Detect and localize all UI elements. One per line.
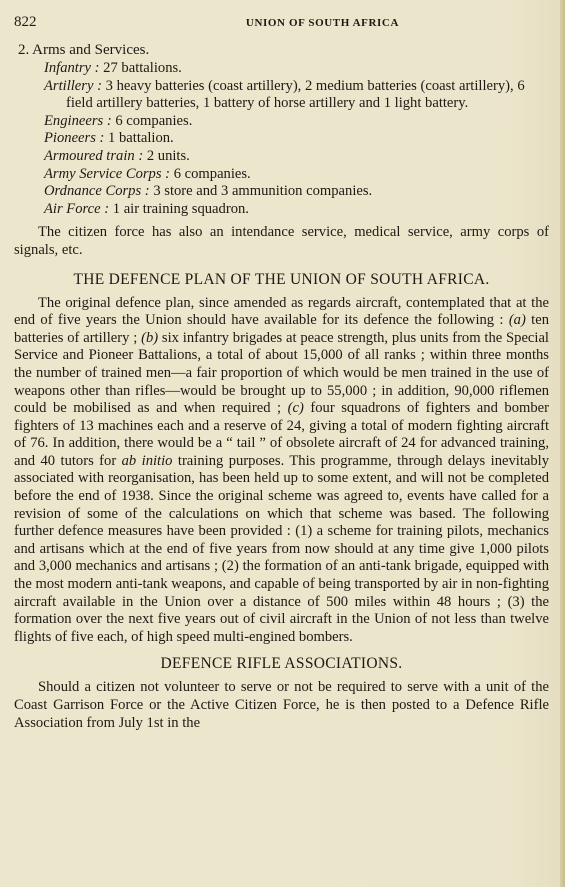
rifle-associations-heading: DEFENCE RIFLE ASSOCIATIONS. xyxy=(160,655,403,673)
marker-b: (b) xyxy=(141,329,159,346)
item-text: 27 battalions. xyxy=(99,60,182,76)
item-text: 3 store and 3 ammunition companies. xyxy=(149,183,373,200)
ab-initio-term: ab initio xyxy=(121,452,173,469)
item-label: Air Force : xyxy=(44,200,110,217)
list-item xyxy=(44,201,549,219)
item-text: 1 air training squadron. xyxy=(109,200,249,217)
list-item xyxy=(44,113,549,131)
marker-c: (c) xyxy=(287,400,304,417)
list-item xyxy=(44,130,549,148)
list-item xyxy=(44,78,549,113)
text-run: four squadrons of fighters and bomber fighters of 13 machines each and a reserve of 24, giving a total of modern fighting aircraft of 76. In addition, there would be a “ tail ” of obsolete aircraft of 24 for advanced training, and 40 tutors for xyxy=(14,400,549,469)
item-label: Armoured train : xyxy=(44,147,144,164)
list-item xyxy=(44,183,549,201)
text-run: six infantry brigades at peace strength, plus units from the Special Service and Pioneer Battalions, a total of about 15,000 of all ranks ; within three months the number of trained men—a fair proportion of which would be men trained in the use of weapons other than rifles—would be brought up to 55,000 ; in addition, 90,000 riflemen could be mobilised as and when required ; xyxy=(14,329,549,417)
item-text: 6 companies. xyxy=(170,165,251,182)
page-number: 822 xyxy=(14,14,37,30)
item-label: Infantry : xyxy=(44,60,100,76)
defence-plan-paragraph xyxy=(14,295,549,647)
page-edge xyxy=(560,0,565,887)
rifle-associations-paragraph: Should a citizen not volunteer to serve or not be required to serve with a unit of the Coast Garrison Force or the Active Citizen Force, he is then posted to a Defence Rifle Association from July 1st in the xyxy=(14,679,549,731)
text-run: The original defence plan, since amended as regards aircraft, contemplated that at the end of five years the Union should have available for its defence the following : xyxy=(14,294,549,329)
text-run: training purposes. This programme, through delays inevitably associated with reorganisation, has been held up to some extent, and will not be completed before the end of 1938. Since the original scheme was agreed to, events have called for a revision of some of the calculations on which that scheme was based. The following further defence measures have been provided : (1) a scheme for training pilots, mechanics and artisans which at the end of five years from now should at any time give 1,000 pilots and 3,000 mechanics and artisans ; (2) the formation of an anti-tank brigade, equipped with the most modern anti-tank weapons, and capable of being transported by air in non-fighting aircraft available in the Union over a distance of 500 miles within 48 hours ; (3) the formation over the next five years out of civil aircraft in the Union of not less than twelve flights of five each, of high speed multi-engined bombers. xyxy=(14,452,549,645)
arms-services-list xyxy=(44,60,549,218)
section-heading-arms: 2. Arms and Services. xyxy=(18,42,150,58)
item-label: Engineers : xyxy=(44,112,112,129)
item-label: Army Service Corps : xyxy=(44,165,171,182)
item-label: Ordnance Corps : xyxy=(44,183,150,200)
list-item xyxy=(44,148,549,166)
marker-a: (a) xyxy=(508,312,526,329)
text-run: ten batteries of artillery ; xyxy=(14,312,549,346)
item-label: Pioneers : xyxy=(44,130,105,147)
list-item xyxy=(44,60,549,78)
running-header xyxy=(14,14,549,31)
list-item xyxy=(44,166,549,184)
running-title: UNION OF SOUTH AFRICA xyxy=(245,17,399,29)
item-text: 6 companies. xyxy=(111,112,193,129)
item-label: Artillery : xyxy=(44,77,102,94)
citizen-force-paragraph: The citizen force has also an intendance service, medical service, army corps of signals, etc. xyxy=(14,224,549,258)
item-text: 3 heavy batteries (coast artillery), 2 medium batteries (coast artillery), 6 field artillery batteries, 1 battery of horse artillery and 1 light battery. xyxy=(66,77,525,112)
item-text: 2 units. xyxy=(143,147,190,164)
item-text: 1 battalion. xyxy=(104,130,174,147)
defence-plan-heading: THE DEFENCE PLAN OF THE UNION OF SOUTH AFRICA. xyxy=(73,270,490,288)
